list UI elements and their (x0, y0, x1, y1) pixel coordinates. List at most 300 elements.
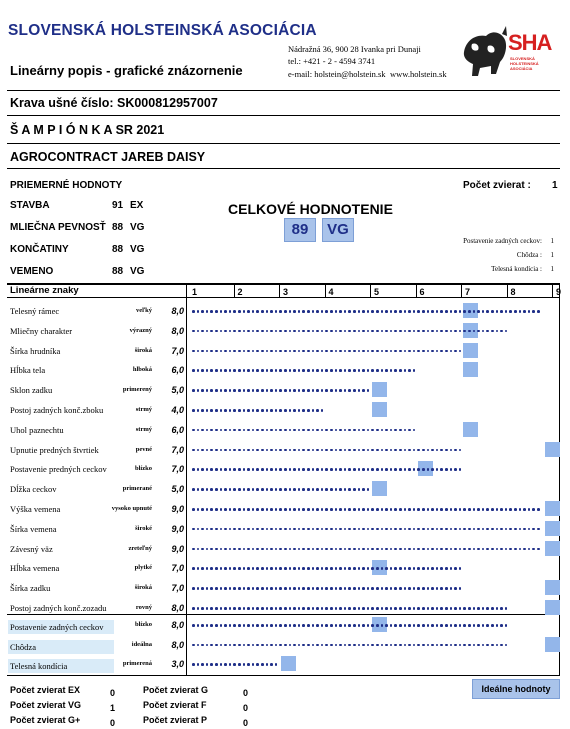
value-dot (399, 508, 402, 511)
value-dot (335, 587, 338, 590)
value-dot (206, 449, 209, 452)
value-dot (224, 389, 227, 392)
value-dot (256, 567, 259, 570)
value-dot (220, 663, 223, 666)
value-dot (528, 548, 531, 551)
value-dot (399, 429, 402, 432)
value-dot (390, 310, 393, 313)
value-dot (298, 468, 301, 471)
value-dot (394, 330, 397, 333)
value-dot (496, 508, 499, 511)
value-dot (229, 468, 232, 471)
count-grade: G+ (68, 715, 81, 725)
value-dot (385, 508, 388, 511)
value-dot (404, 508, 407, 511)
value-dot (302, 548, 305, 551)
value-dot (266, 429, 269, 432)
value-dot (325, 310, 328, 313)
value-dot (197, 587, 200, 590)
value-dot (496, 548, 499, 551)
value-dot (358, 488, 361, 491)
value-dot (362, 567, 365, 570)
value-dot (445, 607, 448, 610)
value-dot (367, 607, 370, 610)
value-dot (482, 508, 485, 511)
value-dot (523, 548, 526, 551)
value-dot (298, 644, 301, 647)
value-dot (353, 468, 356, 471)
value-dot (436, 548, 439, 551)
value-dot (362, 548, 365, 551)
value-dot (417, 607, 420, 610)
value-dot (247, 488, 250, 491)
value-dot (330, 548, 333, 551)
value-dot (413, 548, 416, 551)
ideal-marker (372, 481, 387, 496)
value-dot (307, 607, 310, 610)
value-dot (307, 449, 310, 452)
value-dot (348, 330, 351, 333)
value-dot (247, 369, 250, 372)
value-dot (468, 508, 471, 511)
value-dot (201, 449, 204, 452)
value-dot (238, 548, 241, 551)
value-dot (256, 330, 259, 333)
value-dot (293, 488, 296, 491)
value-dot (321, 409, 324, 412)
value-dot (339, 468, 342, 471)
value-dot (431, 350, 434, 353)
value-dot (482, 310, 485, 313)
value-dot (385, 528, 388, 531)
value-dot (215, 350, 218, 353)
value-dot (353, 607, 356, 610)
value-dot (505, 624, 508, 627)
value-dot (385, 567, 388, 570)
trait-description: pevné (135, 445, 152, 453)
value-dot (358, 567, 361, 570)
value-dot (215, 587, 218, 590)
value-dot (496, 310, 499, 313)
value-dot (192, 663, 195, 666)
value-dot (399, 607, 402, 610)
value-dot (482, 528, 485, 531)
value-dot (381, 449, 384, 452)
value-dot (210, 528, 213, 531)
scale-number: 6 (419, 287, 425, 297)
value-dot (215, 548, 218, 551)
value-dot (532, 508, 535, 511)
value-dot (201, 548, 204, 551)
value-dot (210, 508, 213, 511)
table-axis-line (186, 283, 187, 675)
value-dot (413, 310, 416, 313)
value-dot (450, 624, 453, 627)
value-dot (404, 468, 407, 471)
value-dot (353, 567, 356, 570)
value-dot (270, 528, 273, 531)
value-dot (339, 587, 342, 590)
value-dot (210, 488, 213, 491)
value-dot (454, 567, 457, 570)
value-dot (243, 429, 246, 432)
value-dot (505, 330, 508, 333)
value-dot (422, 567, 425, 570)
value-dot (330, 644, 333, 647)
value-dot (427, 310, 430, 313)
value-dot (371, 429, 374, 432)
value-dot (293, 587, 296, 590)
traits-header: Lineárne znaky (10, 285, 79, 296)
trait-description: široké (135, 524, 152, 532)
value-dot (528, 508, 531, 511)
value-dot (201, 310, 204, 313)
value-dot (367, 389, 370, 392)
trait-description: široká (134, 346, 152, 354)
value-dot (298, 488, 301, 491)
value-dot (404, 607, 407, 610)
value-dot (381, 508, 384, 511)
value-dot (431, 548, 434, 551)
value-dot (233, 567, 236, 570)
value-dot (348, 624, 351, 627)
logo-subtext: SLOVENSKÁ HOLSTEINSKÁ ASOCIÁCIA (510, 56, 539, 71)
value-dot (284, 350, 287, 353)
value-dot (427, 644, 430, 647)
value-dot (261, 528, 264, 531)
value-dot (247, 468, 250, 471)
value-dot (417, 468, 420, 471)
value-dot (316, 587, 319, 590)
value-dot (229, 449, 232, 452)
table-right-border (559, 283, 560, 675)
value-dot (201, 369, 204, 372)
value-dot (408, 567, 411, 570)
value-dot (215, 508, 218, 511)
value-dot (427, 624, 430, 627)
value-dot (491, 624, 494, 627)
value-dot (210, 607, 213, 610)
value-dot (353, 310, 356, 313)
value-dot (312, 488, 315, 491)
value-dot (229, 663, 232, 666)
value-dot (408, 350, 411, 353)
value-dot (270, 350, 273, 353)
value-dot (413, 607, 416, 610)
value-dot (367, 310, 370, 313)
value-dot (450, 567, 453, 570)
value-dot (252, 663, 255, 666)
value-dot (404, 548, 407, 551)
value-dot (270, 389, 273, 392)
trait-description: strmý (135, 406, 152, 413)
value-dot (367, 587, 370, 590)
value-dot (353, 624, 356, 627)
trait-name: Šírka hrudníka (10, 345, 61, 356)
value-dot (298, 587, 301, 590)
value-dot (302, 429, 305, 432)
value-dot (459, 468, 462, 471)
value-dot (243, 528, 246, 531)
value-dot (261, 663, 264, 666)
value-dot (210, 468, 213, 471)
value-dot (496, 330, 499, 333)
value-dot (376, 310, 379, 313)
value-dot (229, 607, 232, 610)
value-dot (468, 624, 471, 627)
value-dot (385, 624, 388, 627)
value-dot (358, 587, 361, 590)
value-dot (293, 624, 296, 627)
value-dot (390, 548, 393, 551)
value-dot (335, 369, 338, 372)
value-dot (298, 409, 301, 412)
value-dot (348, 644, 351, 647)
value-dot (307, 488, 310, 491)
value-dot (224, 369, 227, 372)
value-dot (422, 624, 425, 627)
value-dot (463, 548, 466, 551)
value-dot (399, 310, 402, 313)
value-dot (348, 449, 351, 452)
value-dot (523, 310, 526, 313)
value-dot (279, 409, 282, 412)
trait-description: blízko (135, 465, 152, 473)
trait-value: 5,0 (171, 385, 184, 396)
value-dot (284, 567, 287, 570)
value-dot (362, 528, 365, 531)
value-dot (279, 644, 282, 647)
value-dot (330, 389, 333, 392)
trait-value: 3,0 (171, 659, 184, 669)
value-dot (192, 644, 195, 647)
value-dot (473, 624, 476, 627)
value-dot (440, 587, 443, 590)
value-dot (404, 624, 407, 627)
trait-description: strmý (135, 425, 152, 433)
value-dot (330, 607, 333, 610)
trait-name: Šírka vemena (10, 523, 57, 534)
value-dot (266, 663, 269, 666)
value-dot (404, 429, 407, 432)
value-dot (431, 330, 434, 333)
value-dot (270, 663, 273, 666)
value-dot (206, 607, 209, 610)
side-stat-value: 1 (550, 265, 554, 273)
value-dot (505, 528, 508, 531)
value-dot (404, 587, 407, 590)
value-dot (321, 644, 324, 647)
value-dot (316, 644, 319, 647)
value-dot (275, 468, 278, 471)
value-dot (312, 587, 315, 590)
scale-number: 9 (556, 287, 562, 297)
count-label: Počet zvierat (143, 685, 199, 695)
value-dot (243, 449, 246, 452)
value-dot (206, 624, 209, 627)
value-dot (243, 350, 246, 353)
value-dot (358, 429, 361, 432)
value-dot (233, 449, 236, 452)
value-dot (261, 409, 264, 412)
value-dot (417, 548, 420, 551)
value-dot (210, 587, 213, 590)
value-dot (220, 548, 223, 551)
trait-name: Upnutie predných štvrtiek (10, 444, 99, 455)
value-dot (224, 429, 227, 432)
value-dot (390, 508, 393, 511)
ideal-values-button[interactable]: Ideálne hodnoty (472, 679, 560, 699)
value-dot (197, 663, 200, 666)
value-dot (192, 624, 195, 627)
value-dot (270, 429, 273, 432)
value-dot (335, 468, 338, 471)
value-dot (404, 567, 407, 570)
value-dot (463, 607, 466, 610)
value-dot (473, 508, 476, 511)
value-dot (335, 350, 338, 353)
value-dot (335, 488, 338, 491)
value-dot (367, 508, 370, 511)
value-dot (399, 624, 402, 627)
value-dot (376, 330, 379, 333)
trait-name: Mliečny charakter (10, 325, 73, 336)
value-dot (505, 644, 508, 647)
value-dot (482, 548, 485, 551)
value-dot (431, 624, 434, 627)
value-dot (284, 468, 287, 471)
value-dot (330, 330, 333, 333)
value-dot (289, 607, 292, 610)
value-dot (440, 567, 443, 570)
value-dot (371, 567, 374, 570)
value-dot (358, 389, 361, 392)
value-dot (404, 330, 407, 333)
value-dot (325, 587, 328, 590)
value-dot (399, 644, 402, 647)
value-dot (427, 587, 430, 590)
value-dot (440, 350, 443, 353)
value-dot (385, 607, 388, 610)
value-dot (436, 644, 439, 647)
org-title: SLOVENSKÁ HOLSTEINSKÁ ASOCIÁCIA (8, 22, 317, 39)
value-dot (270, 567, 273, 570)
trait-value: 7,0 (171, 464, 184, 475)
side-stat-value: 1 (550, 237, 554, 245)
value-dot (450, 528, 453, 531)
value-dot (252, 449, 255, 452)
value-dot (238, 587, 241, 590)
value-dot (312, 508, 315, 511)
value-dot (266, 409, 269, 412)
value-dot (445, 567, 448, 570)
value-dot (233, 369, 236, 372)
champion-title: Š A M P I Ó N K A SR 2021 (10, 123, 165, 137)
value-dot (307, 587, 310, 590)
value-dot (220, 449, 223, 452)
value-dot (459, 449, 462, 452)
value-dot (224, 548, 227, 551)
value-dot (477, 644, 480, 647)
value-dot (344, 449, 347, 452)
value-dot (266, 330, 269, 333)
averages-title: PRIEMERNÉ HODNOTY (10, 180, 123, 191)
value-dot (436, 449, 439, 452)
value-dot (229, 548, 232, 551)
value-dot (491, 330, 494, 333)
value-dot (312, 369, 315, 372)
value-dot (252, 528, 255, 531)
value-dot (316, 409, 319, 412)
value-dot (266, 548, 269, 551)
value-dot (192, 369, 195, 372)
value-dot (252, 508, 255, 511)
scale-tick (279, 283, 280, 297)
value-dot (519, 548, 522, 551)
value-dot (302, 567, 305, 570)
value-dot (243, 409, 246, 412)
value-dot (302, 409, 305, 412)
value-dot (436, 468, 439, 471)
value-dot (431, 587, 434, 590)
value-dot (256, 468, 259, 471)
value-dot (537, 508, 540, 511)
value-dot (454, 624, 457, 627)
value-dot (266, 587, 269, 590)
website-link[interactable]: www.holstein.sk (390, 69, 447, 79)
value-dot (335, 429, 338, 432)
value-dot (261, 468, 264, 471)
scale-tick (461, 283, 462, 297)
scale-tick (325, 283, 326, 297)
value-dot (528, 310, 531, 313)
value-dot (220, 508, 223, 511)
value-dot (238, 449, 241, 452)
value-dot (210, 429, 213, 432)
value-dot (270, 624, 273, 627)
divider (7, 90, 560, 91)
value-dot (275, 449, 278, 452)
trait-description: široká (134, 584, 152, 592)
value-dot (229, 528, 232, 531)
value-dot (505, 508, 508, 511)
value-dot (381, 429, 384, 432)
average-grade: EX (130, 200, 144, 211)
value-dot (519, 528, 522, 531)
value-dot (390, 449, 393, 452)
value-dot (316, 528, 319, 531)
trait-description: primerená (122, 660, 152, 667)
trait-description: zreteľný (128, 544, 152, 552)
value-dot (468, 548, 471, 551)
value-dot (233, 548, 236, 551)
value-dot (261, 429, 264, 432)
scale-tick (507, 283, 508, 297)
value-dot (197, 310, 200, 313)
value-dot (362, 350, 365, 353)
value-dot (261, 587, 264, 590)
value-dot (238, 528, 241, 531)
value-dot (293, 607, 296, 610)
value-dot (381, 528, 384, 531)
value-dot (238, 409, 241, 412)
value-dot (362, 468, 365, 471)
value-dot (500, 508, 503, 511)
value-dot (192, 528, 195, 531)
value-dot (307, 508, 310, 511)
value-dot (233, 350, 236, 353)
trait-value: 8,0 (171, 620, 184, 630)
